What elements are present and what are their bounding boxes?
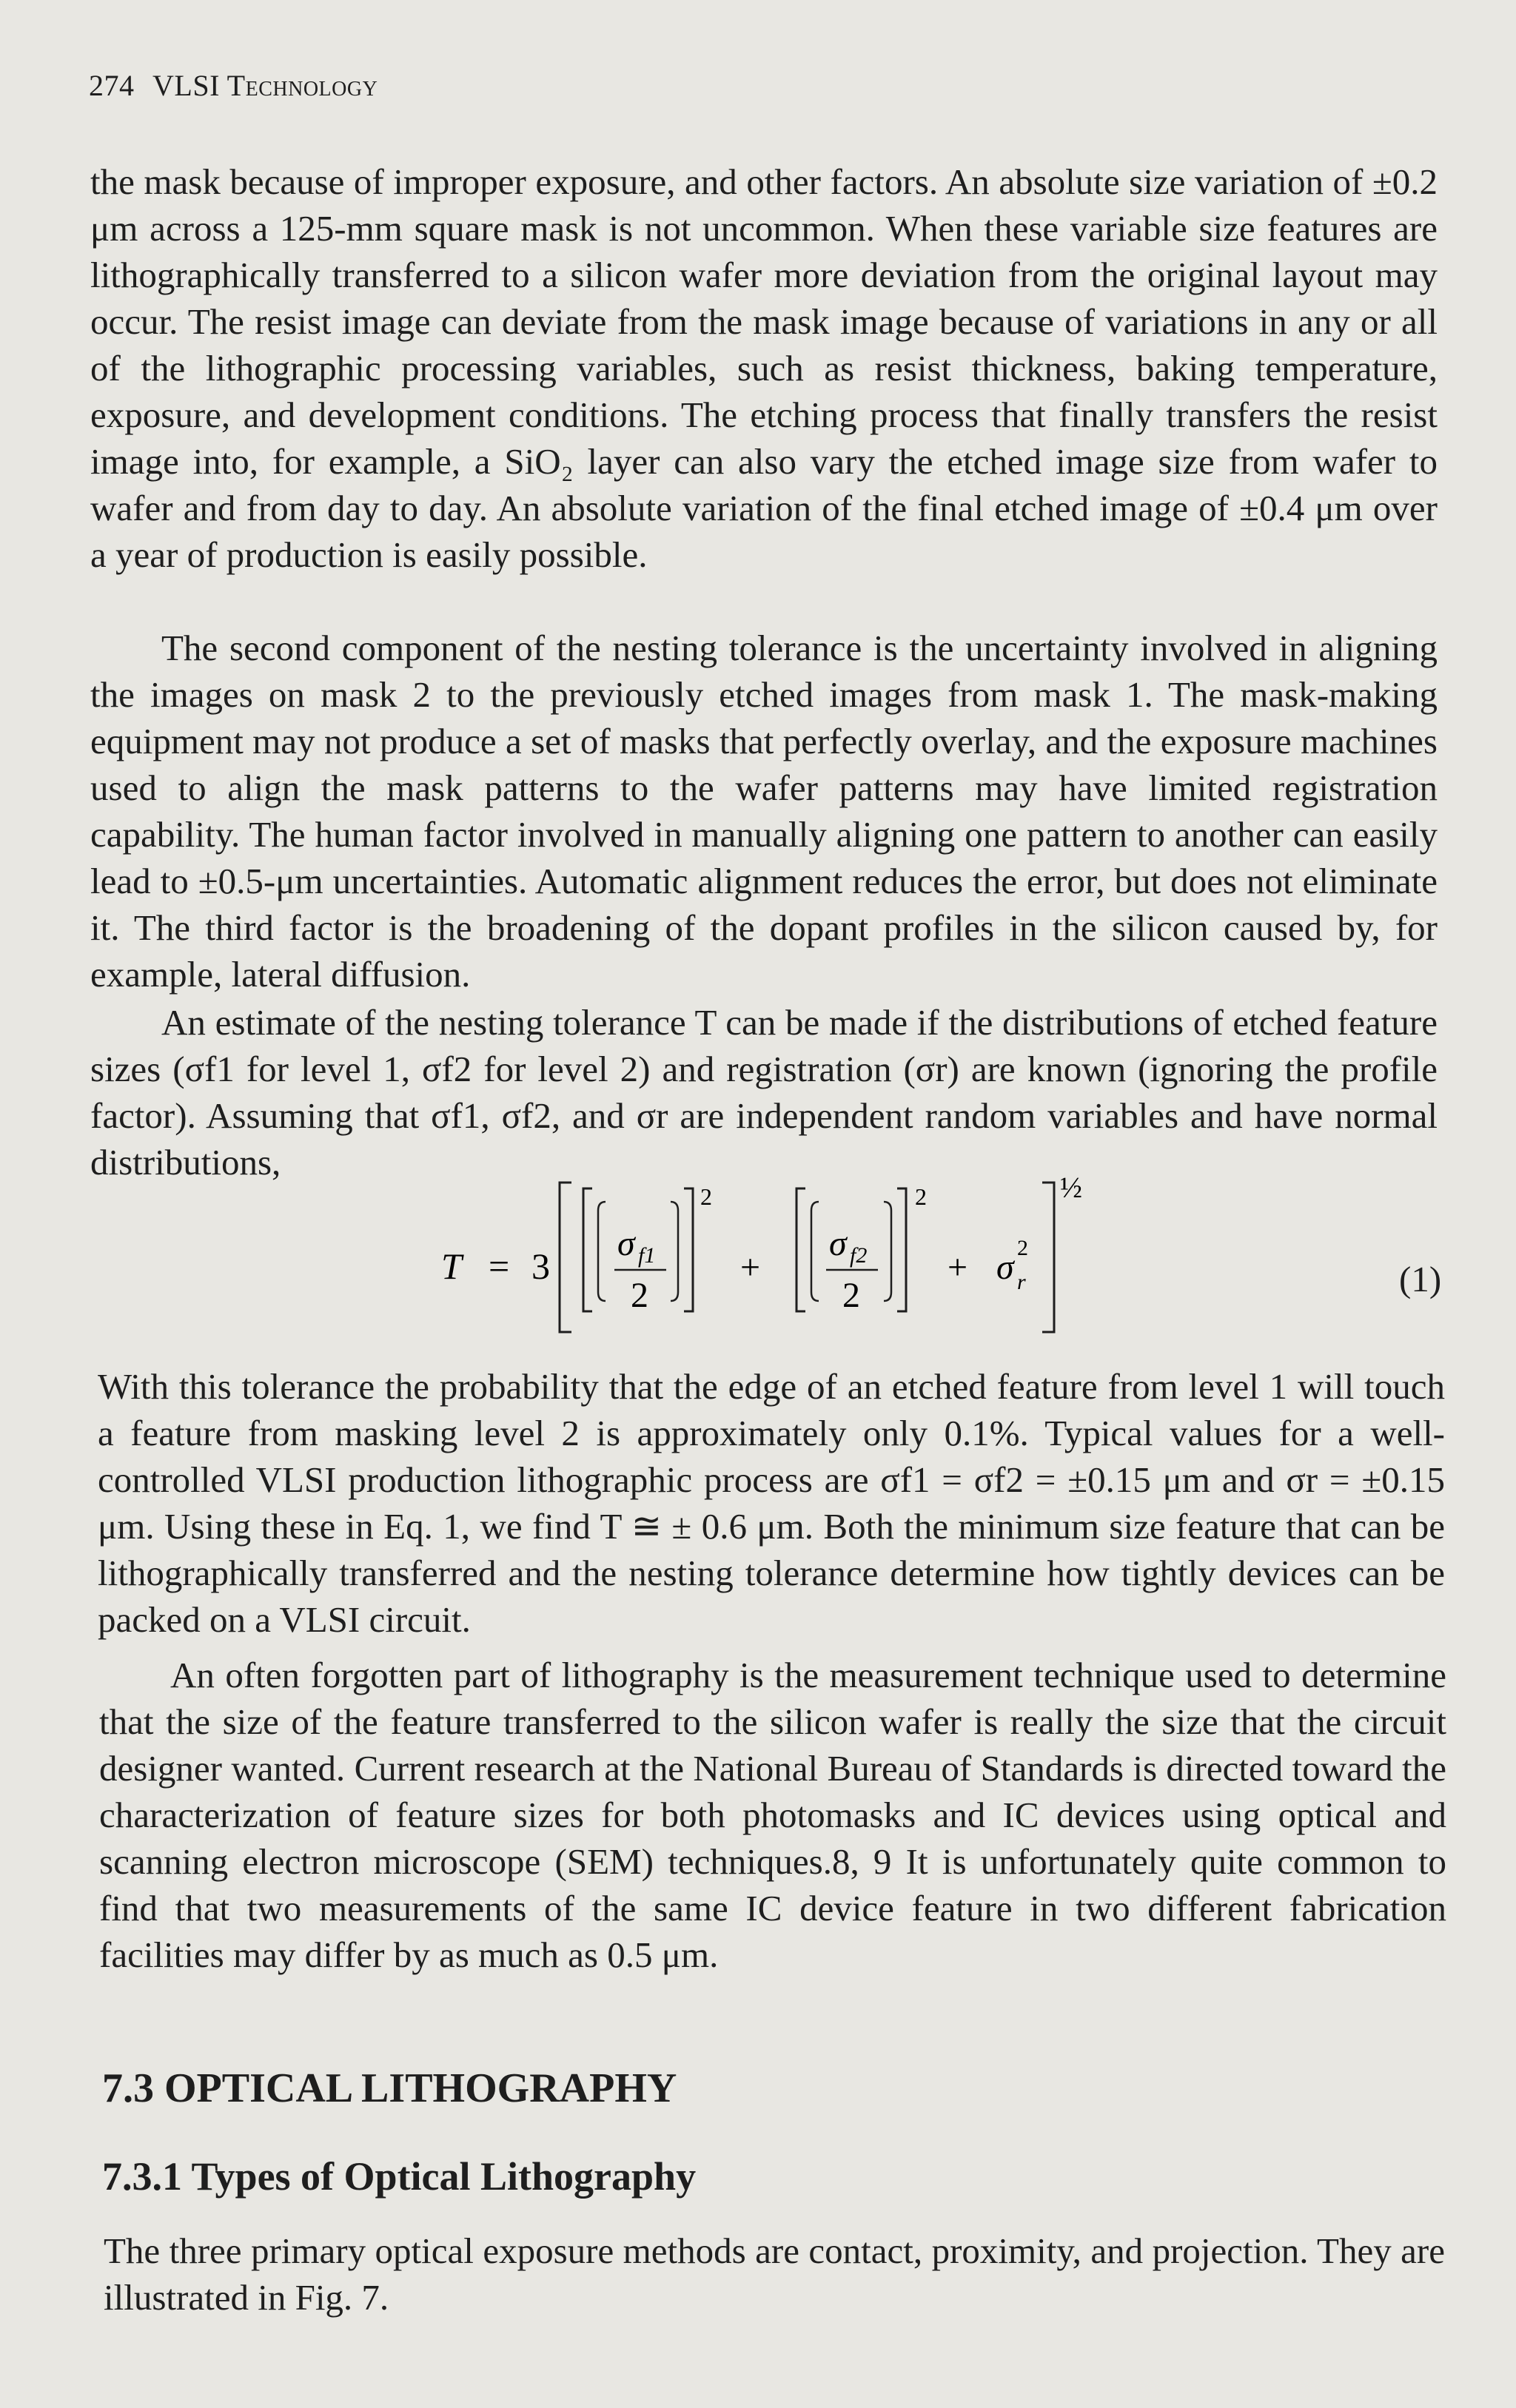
term2-bracket-right bbox=[897, 1188, 906, 1311]
outer-bracket-left bbox=[560, 1183, 571, 1332]
term1-paren-left bbox=[598, 1202, 606, 1301]
paragraph-1-text: the mask because of improper exposure, and other factors. An absolute size variation of ±0.2 μm across a 125-mm square mask is not uncommon. When these variable size features are lithographically transferred to a silicon wafer more deviation from the original layout may occur. The resist image can deviate from the mask image because of variations in any or all of the lithographic processing variables, such as resist thickness, baking temperature, exposure, and development conditions. The etching process that finally transfers the resist image into, for example, a SiO₂ layer can also vary the etched image size from wafer to wafer and from day to day. An absolute variation of the final etched image of ±0.4 μm over a year of production is easily possible. bbox=[90, 161, 1438, 575]
term2-paren-right bbox=[884, 1202, 891, 1301]
term2-subscript: f2 bbox=[850, 1243, 868, 1268]
subsection-heading: 7.3.1 Types of Optical Lithography bbox=[102, 2154, 697, 2199]
paragraph-2 bbox=[90, 625, 1438, 998]
paragraph-4 bbox=[98, 1363, 1445, 1643]
term3-sigma: σ bbox=[996, 1248, 1014, 1287]
term3-subscript: r bbox=[1017, 1270, 1026, 1294]
eq-plus-2: + bbox=[948, 1248, 968, 1287]
term1-sigma: σ bbox=[617, 1224, 635, 1263]
term2-exponent: 2 bbox=[915, 1183, 927, 1210]
term2-bracket-left bbox=[796, 1188, 805, 1311]
outer-exponent: ½ bbox=[1060, 1171, 1082, 1204]
eq-lhs: T bbox=[441, 1245, 462, 1287]
section-heading: 7.3 OPTICAL LITHOGRAPHY bbox=[102, 2065, 677, 2111]
outer-bracket-right bbox=[1042, 1183, 1054, 1332]
paragraph-6 bbox=[104, 2227, 1445, 2321]
term2-denominator: 2 bbox=[842, 1276, 860, 1315]
term2-sigma: σ bbox=[829, 1224, 847, 1263]
equation-number: (1) bbox=[1399, 1259, 1442, 1299]
term1-denominator: 2 bbox=[631, 1276, 648, 1315]
paragraph-6-text: The three primary optical exposure methods are contact, proximity, and projection. They are illustrated in Fig. 7. bbox=[104, 2230, 1445, 2318]
eq-coefficient: 3 bbox=[531, 1245, 550, 1287]
paragraph-1 bbox=[90, 158, 1438, 578]
paragraph-5 bbox=[99, 1652, 1446, 1978]
paragraph-3 bbox=[90, 999, 1438, 1185]
paragraph-2-text: The second component of the nesting tolerance is the uncertainty involved in aligning the images on mask 2 to the previously etched images from mask 1. The mask-making equipment may not produce a set of masks that perfectly overlay, and the exposure machines used to align the mask patterns to the wafer patterns may have limited registration capability. The human factor involved in manually aligning one pattern to another can easily lead to ±0.5-μm uncertainties. Automatic alignment reduces the error, but does not eliminate it. The third factor is the broadening of the dopant profiles in the silicon caused by, for example, lateral diffusion. bbox=[90, 628, 1438, 995]
eq-plus-1: + bbox=[740, 1248, 761, 1287]
equation-1 bbox=[415, 1168, 1451, 1338]
eq-equals: = bbox=[489, 1245, 510, 1287]
paragraph-3-text: An estimate of the nesting tolerance T can be made if the distributions of etched feature sizes (σf1 for level 1, σf2 for level 2) and registration (σr) are known (ignoring the profile factor). Assuming that σf1, σf2, and σr are independent random variables and have normal distributions, bbox=[90, 1002, 1438, 1183]
term1-bracket-right bbox=[684, 1188, 693, 1311]
paragraph-4-text: With this tolerance the probability that the edge of an etched feature from level 1 will touch a feature from masking level 2 is approximately only 0.1%. Typical values for a well-controlled VLSI production lithographic process are σf1 = σf2 = ±0.15 μm and σr = ±0.15 μm. Using these in Eq. 1, we find T ≅ ± 0.6 μm. Both the minimum size feature that can be lithographically transferred and the nesting tolerance determine how tightly devices can be packed on a VLSI circuit. bbox=[98, 1366, 1445, 1640]
term1-subscript: f1 bbox=[638, 1243, 656, 1268]
paragraph-5-text: An often forgotten part of lithography is the measurement technique used to determine that the size of the feature transferred to the silicon wafer is really the size that the circuit designer wanted. Current research at the National Bureau of Standards is directed toward the characterization of feature sizes for both photomasks and IC devices using optical and scanning electron microscope (SEM) techniques.8, 9 It is unfortunately quite common to find that two measurements of the same IC device feature in two different fabrication facilities may differ by as much as 0.5 μm. bbox=[99, 1655, 1446, 1975]
book-title: VLSI Technology bbox=[152, 69, 378, 102]
page-number: 274 bbox=[89, 69, 135, 102]
term1-paren-right bbox=[671, 1202, 678, 1301]
running-head bbox=[89, 68, 378, 103]
term3-exponent: 2 bbox=[1017, 1236, 1028, 1260]
term1-exponent: 2 bbox=[700, 1183, 712, 1210]
term2-paren-left bbox=[811, 1202, 819, 1301]
term1-bracket-left bbox=[583, 1188, 592, 1311]
